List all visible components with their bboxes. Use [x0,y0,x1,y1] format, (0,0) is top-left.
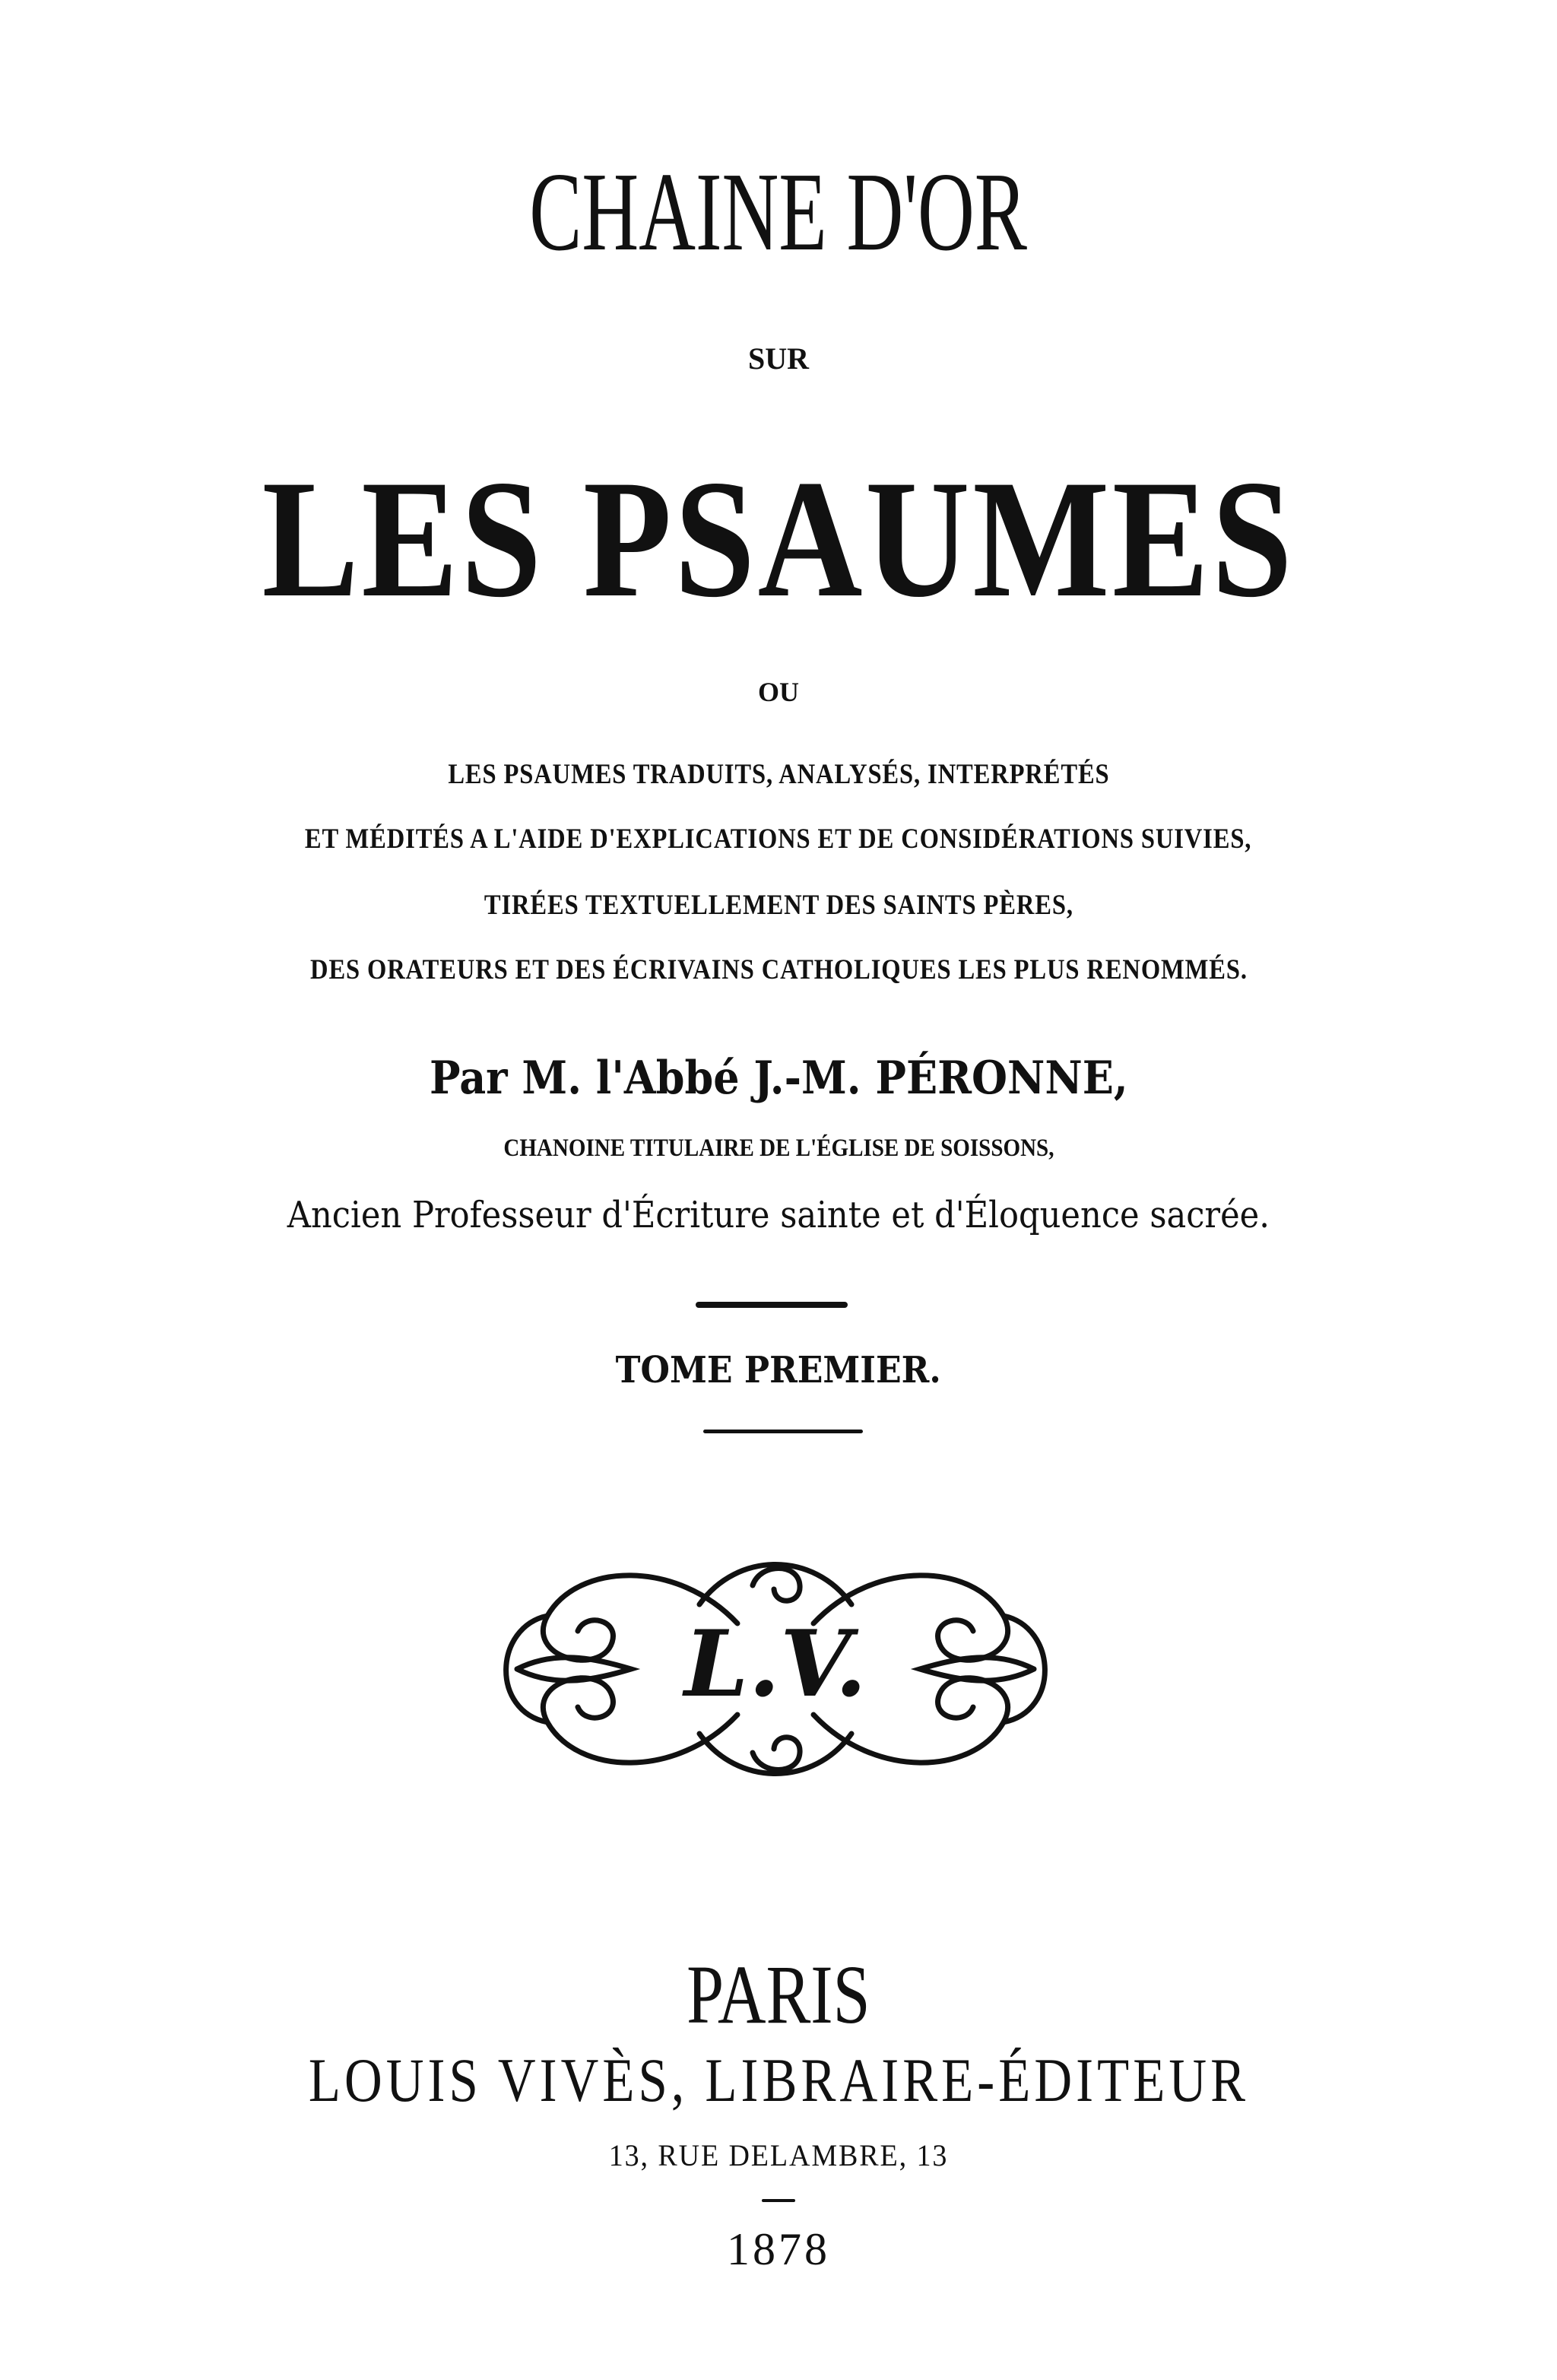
imprint-address-text: 13, RUE DELAMBRE, 13 [608,2138,949,2172]
flourish-monogram-ornament-icon [487,1544,1064,1795]
description-line-3-text: TIRÉES TEXTUELLEMENT DES SAINTS PÈRES, [484,890,1073,921]
divider-rule-top [696,1302,848,1308]
imprint-publisher-text: LOUIS VIVÈS, LIBRAIRE-ÉDITEUR [308,2045,1249,2115]
description-line-1-text: LES PSAUMES TRADUITS, ANALYSÉS, INTERPRÉTÉS [447,759,1110,790]
description-line-2-text: ET MÉDITÉS A L'AIDE D'EXPLICATIONS ET DE CONSIDÉRATIONS SUIVIES, [305,823,1252,855]
author-former-line [0,1194,1557,1236]
description-line-1 [0,760,1557,789]
description-line-2 [0,825,1557,853]
divider-rule-bottom [703,1430,863,1433]
author-title-line [0,1136,1557,1161]
description-line-4-text: DES ORATEURS ET DES ÉCRIVAINS CATHOLIQUES LES PLUS RENOMMÉS. [309,954,1248,985]
author-former-text: Ancien Professeur d'Écriture sainte et d'Éloquence sacrée. [287,1194,1270,1236]
volume-text: TOME PREMIER. [615,1349,942,1392]
connector-sur: SUR [747,341,810,376]
author-title-text: CHANOINE TITULAIRE DE L'ÉGLISE DE SOISSONS, [503,1134,1054,1162]
imprint-publisher [0,2045,1557,2115]
imprint-year: 1878 [727,2224,830,2274]
imprint-city [0,1948,1557,2041]
imprint-address [0,2140,1557,2171]
description-line-4 [0,956,1557,984]
title-line-2 [0,446,1557,633]
title-line-1-text: CHAINE D'OR [529,150,1028,274]
imprint-city-text: PARIS [687,1948,870,2041]
title-line-2-text: LES PSAUMES [262,446,1295,633]
connector-ou: OU [758,677,799,707]
author-text: Par M. l'Abbé J.-M. PÉRONNE, [429,1052,1128,1105]
ornament-monogram: L.V. [683,1610,867,1718]
author-line [0,1052,1557,1105]
volume-line [0,1349,1557,1392]
divider-rule-short [762,2199,795,2202]
description-line-3 [0,891,1557,919]
title-line-1 [0,150,1557,274]
